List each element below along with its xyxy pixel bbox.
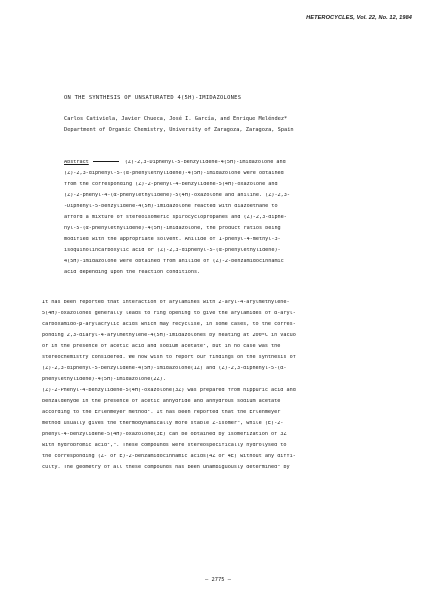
abstract-label: Abstract [64,160,89,165]
body-line: or in the presence of acetic acid and sodium acetate¹, but in no case was the [42,344,281,349]
body-line: carboxamido-β-arylacrylic acids which may recyclise, in some cases, to the corres- [42,322,296,327]
abstract-dash [93,161,119,162]
article-title: ON THE SYNTHESIS OF UNSATURATED 4(5H)-IMIDAZOLONES [64,95,242,101]
body-line: (Z)-2-Phenyl-4-benzylidene-5(4H)-oxazolone(3Z) was prepared from hippuric acid and [42,388,296,393]
body-text [42,300,394,476]
abstract-line: from the corresponding (Z)-2-phenyl-4-benzylidene-5(4H)-oxazolone and [64,182,278,187]
body-line: according to the Erlenmeyer method². It has been reported that the Erlenmeyer [42,410,281,415]
abstract-line: afford a mixture of stereoisomeric spirocyclopropanes and (Z)-2,3-diphe- [64,215,287,220]
abstract-line: isoquinolincarboxylic acid or (Z)-2,3-diphenyl-5-(α-phenylethylidene)- [64,248,281,253]
authors: Carlos Cativiela, Javier Chueca, José I. García, and Enrique Meléndez* [64,116,288,122]
page-number: — 2775 — [205,577,231,583]
body-line: with hydrobromic acid²,³. These compounds were stereospecifically hydrolysed to [42,443,287,448]
affiliation: Department of Organic Chemistry, University of Zaragoza, Zaragoza, Spain [64,127,294,133]
body-line: ponding 2,3-diaryl-4-arylmethylene-4(5H)-imidazolones by heating at 200ºC in vacuo [42,333,296,338]
abstract-line-text: (Z)-2,3-Diphenyl-5-benzylidene-4(5H)-imidazolone and [124,160,286,165]
journal-header: HETEROCYCLES, Vol. 22, No. 12, 1984 [306,15,412,21]
body-line: method usually gives the thermodynamically more stable Z-isomer³, while (E)-2- [42,421,284,426]
abstract-line: modified with the appropriate solvent. Anilide of 1-phenyl-4-methyl-3- [64,237,281,242]
body-line: 5(4H)-oxazolones generally leads to ring opening to give the arylamides of α-aryl- [42,311,296,316]
abstract-line: nyl-5-(α-phenylethylidene)-4(5H)-imidazolone, the product ratios being [64,226,281,231]
body-line: benzaldehyde in the presence of acetic anhydride and anhydrous sodium acetate [42,399,281,404]
abstract-line [64,160,394,171]
abstract-line: 4(5H)-imidazolone were obtained from anilide of (Z)-2-benzamidocinnamic [64,259,284,264]
body-line: phenyl-4-benzylidene-5(4H)-oxazolone(3E) can be obtained by isomerization of 3Z [42,432,287,437]
body-line: It has been reported that interaction of arylamines with 2-aryl-4-arylmethylene- [42,300,290,305]
abstract-line: (Z)-2-phenyl-4-(α-phenylethylidene)-5(4H)-oxazolone and aniline. (Z)-2,3- [64,193,290,198]
body-line: the corresponding (Z- or E)-2-benzamidocinnamic acids(4Z or 4E) without any diffi- [42,454,296,459]
body-line: stereochemistry considered. We now wish to report our findings on the synthesis of [42,355,296,360]
abstract [64,160,394,281]
abstract-line: acid depending upon the reaction conditions. [64,270,201,275]
body-line: (Z)-2,3-diphenyl-5-benzylidene-4(5H)-imidazolone(1Z) and (Z)-2,3-diphenyl-5-(α- [42,366,287,371]
abstract-line: -Diphenyl-5-benzylidene-4(5H)-imidazolone reacted with diazoethane to [64,204,278,209]
body-line: culty. The geometry of all these compounds has been unambiguously determined⁴ by [42,465,290,470]
body-line: phenylethylidene)-4(5H)-imidazolone(2Z). [42,377,166,382]
abstract-line: (Z)-2,3-diphenyl-5-(α-phenylethylidene)-4(5H)-imidazolone were obtained [64,171,284,176]
